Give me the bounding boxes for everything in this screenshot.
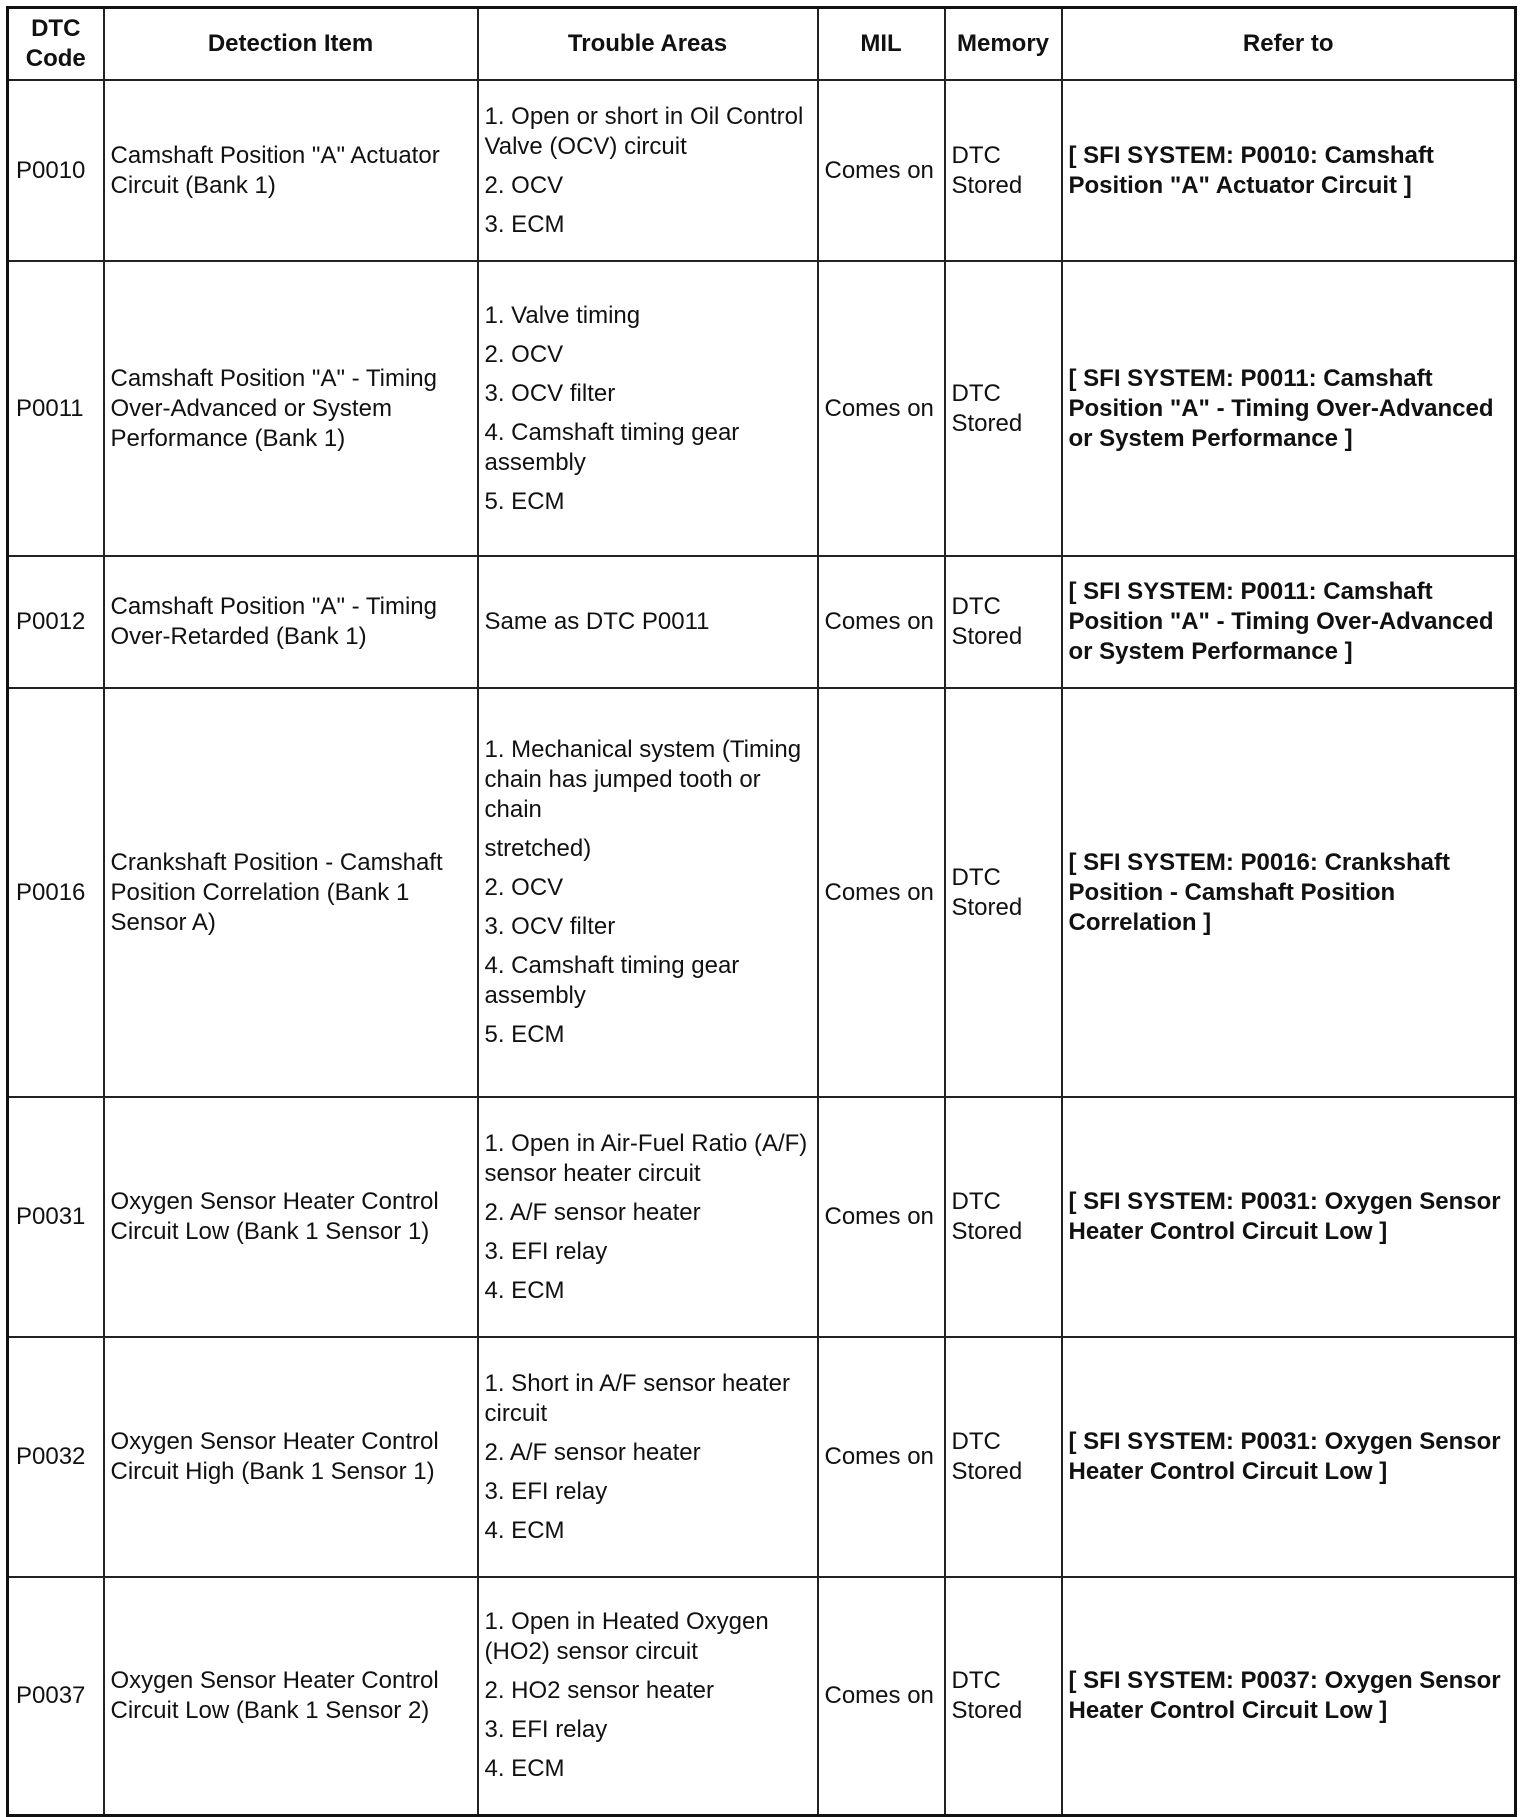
trouble-area-item: 2. OCV [484,874,564,901]
trouble-area-item: 4. ECM [484,1276,565,1304]
mil-cell: Comes on [818,688,945,1097]
trouble-area-item: 1. Open in Heated Oxygen (HO2) sensor circuit [484,1608,769,1666]
mil-cell: Comes on [818,1337,945,1577]
trouble-area-item: 4. Camshaft timing gear assembly [484,952,740,1009]
trouble-area-item: 2. OCV [484,340,564,368]
memory-cell: DTC Stored [945,1337,1062,1577]
table-row [8,688,1516,1097]
table-row [8,261,1516,556]
trouble-area-item: 3. ECM [484,210,565,238]
header-detection-item: Detection Item [104,8,478,81]
header-memory: Memory [945,8,1062,81]
trouble-area-item: 1. Short in A/F sensor heater circuit [484,1369,790,1427]
trouble-areas-cell [478,688,818,1097]
refer-to-cell: [ SFI SYSTEM: P0031: Oxygen Sensor Heater Control Circuit Low ] [1062,1337,1516,1577]
dtc-code-cell: P0011 [8,261,104,556]
header-dtc-code: DTC Code [8,8,104,81]
detection-item-cell: Camshaft Position "A" - Timing Over-Retarded (Bank 1) [104,556,478,688]
header-row [8,8,1516,81]
trouble-areas-cell [478,556,818,688]
trouble-area-item: 5. ECM [484,1021,565,1048]
refer-to-cell: [ SFI SYSTEM: P0037: Oxygen Sensor Heater Control Circuit Low ] [1062,1577,1516,1815]
trouble-area-item: 1. Open in Air-Fuel Ratio (A/F) sensor heater circuit [484,1129,808,1187]
trouble-area-item: 1. Valve timing [484,301,641,329]
trouble-area-item: 1. Open or short in Oil Control Valve (OCV) circuit [484,102,804,160]
memory-cell: DTC Stored [945,556,1062,688]
trouble-area-item: stretched) [484,835,592,862]
dtc-code-cell: P0037 [8,1577,104,1815]
trouble-area-item: 4. Camshaft timing gear assembly [484,418,740,476]
detection-item-cell: Oxygen Sensor Heater Control Circuit Low (Bank 1 Sensor 1) [104,1097,478,1337]
trouble-areas-cell [478,1577,818,1815]
trouble-area-item: 2. HO2 sensor heater [484,1677,714,1705]
mil-cell: Comes on [818,1097,945,1337]
mil-cell: Comes on [818,556,945,688]
trouble-area-item: 3. OCV filter [484,379,616,407]
trouble-areas-cell [478,1097,818,1337]
mil-cell: Comes on [818,80,945,261]
mil-cell: Comes on [818,1577,945,1815]
memory-cell: DTC Stored [945,1577,1062,1815]
detection-item-cell: Camshaft Position "A" - Timing Over-Advanced or System Performance (Bank 1) [104,261,478,556]
dtc-code-cell: P0010 [8,80,104,261]
trouble-area-item: 2. OCV [484,171,564,199]
mil-cell: Comes on [818,261,945,556]
refer-to-cell: [ SFI SYSTEM: P0011: Camshaft Position "A" - Timing Over-Advanced or System Performance ] [1062,261,1516,556]
detection-item-cell: Camshaft Position "A" Actuator Circuit (Bank 1) [104,80,478,261]
trouble-areas-cell [478,261,818,556]
header-trouble-areas: Trouble Areas [478,8,818,81]
detection-item-cell: Oxygen Sensor Heater Control Circuit Low (Bank 1 Sensor 2) [104,1577,478,1815]
refer-to-cell: [ SFI SYSTEM: P0011: Camshaft Position "A" - Timing Over-Advanced or System Performance ] [1062,556,1516,688]
trouble-area-item: 4. ECM [484,1516,565,1544]
trouble-areas-cell [478,1337,818,1577]
trouble-area-item: 2. A/F sensor heater [484,1198,701,1226]
dtc-code-cell: P0031 [8,1097,104,1337]
trouble-area-item: 3. OCV filter [484,913,616,940]
trouble-area-item: 1. Mechanical system (Timing chain has jumped tooth or chain [484,736,802,823]
refer-to-cell: [ SFI SYSTEM: P0031: Oxygen Sensor Heater Control Circuit Low ] [1062,1097,1516,1337]
memory-cell: DTC Stored [945,261,1062,556]
trouble-area-item: 3. EFI relay [484,1477,608,1505]
header-refer-to: Refer to [1062,8,1516,81]
memory-cell: DTC Stored [945,688,1062,1097]
trouble-area-item: 3. EFI relay [484,1237,608,1265]
trouble-area-item: Same as DTC P0011 [484,608,710,635]
memory-cell: DTC Stored [945,1097,1062,1337]
trouble-area-item: 4. ECM [484,1755,565,1783]
table-row [8,1337,1516,1577]
table-row [8,80,1516,261]
table-row [8,1097,1516,1337]
dtc-code-cell: P0016 [8,688,104,1097]
table-row [8,556,1516,688]
trouble-area-item: 2. A/F sensor heater [484,1438,701,1466]
dtc-table [6,6,1517,1817]
header-mil: MIL [818,8,945,81]
trouble-area-item: 5. ECM [484,487,565,515]
trouble-area-item: 3. EFI relay [484,1716,608,1744]
refer-to-cell: [ SFI SYSTEM: P0016: Crankshaft Position - Camshaft Position Correlation ] [1062,688,1516,1097]
memory-cell: DTC Stored [945,80,1062,261]
detection-item-cell: Oxygen Sensor Heater Control Circuit High (Bank 1 Sensor 1) [104,1337,478,1577]
trouble-areas-cell [478,80,818,261]
detection-item-cell: Crankshaft Position - Camshaft Position Correlation (Bank 1 Sensor A) [104,688,478,1097]
table-row [8,1577,1516,1815]
dtc-code-cell: P0012 [8,556,104,688]
refer-to-cell: [ SFI SYSTEM: P0010: Camshaft Position "A" Actuator Circuit ] [1062,80,1516,261]
dtc-code-cell: P0032 [8,1337,104,1577]
table-body [8,80,1516,1815]
